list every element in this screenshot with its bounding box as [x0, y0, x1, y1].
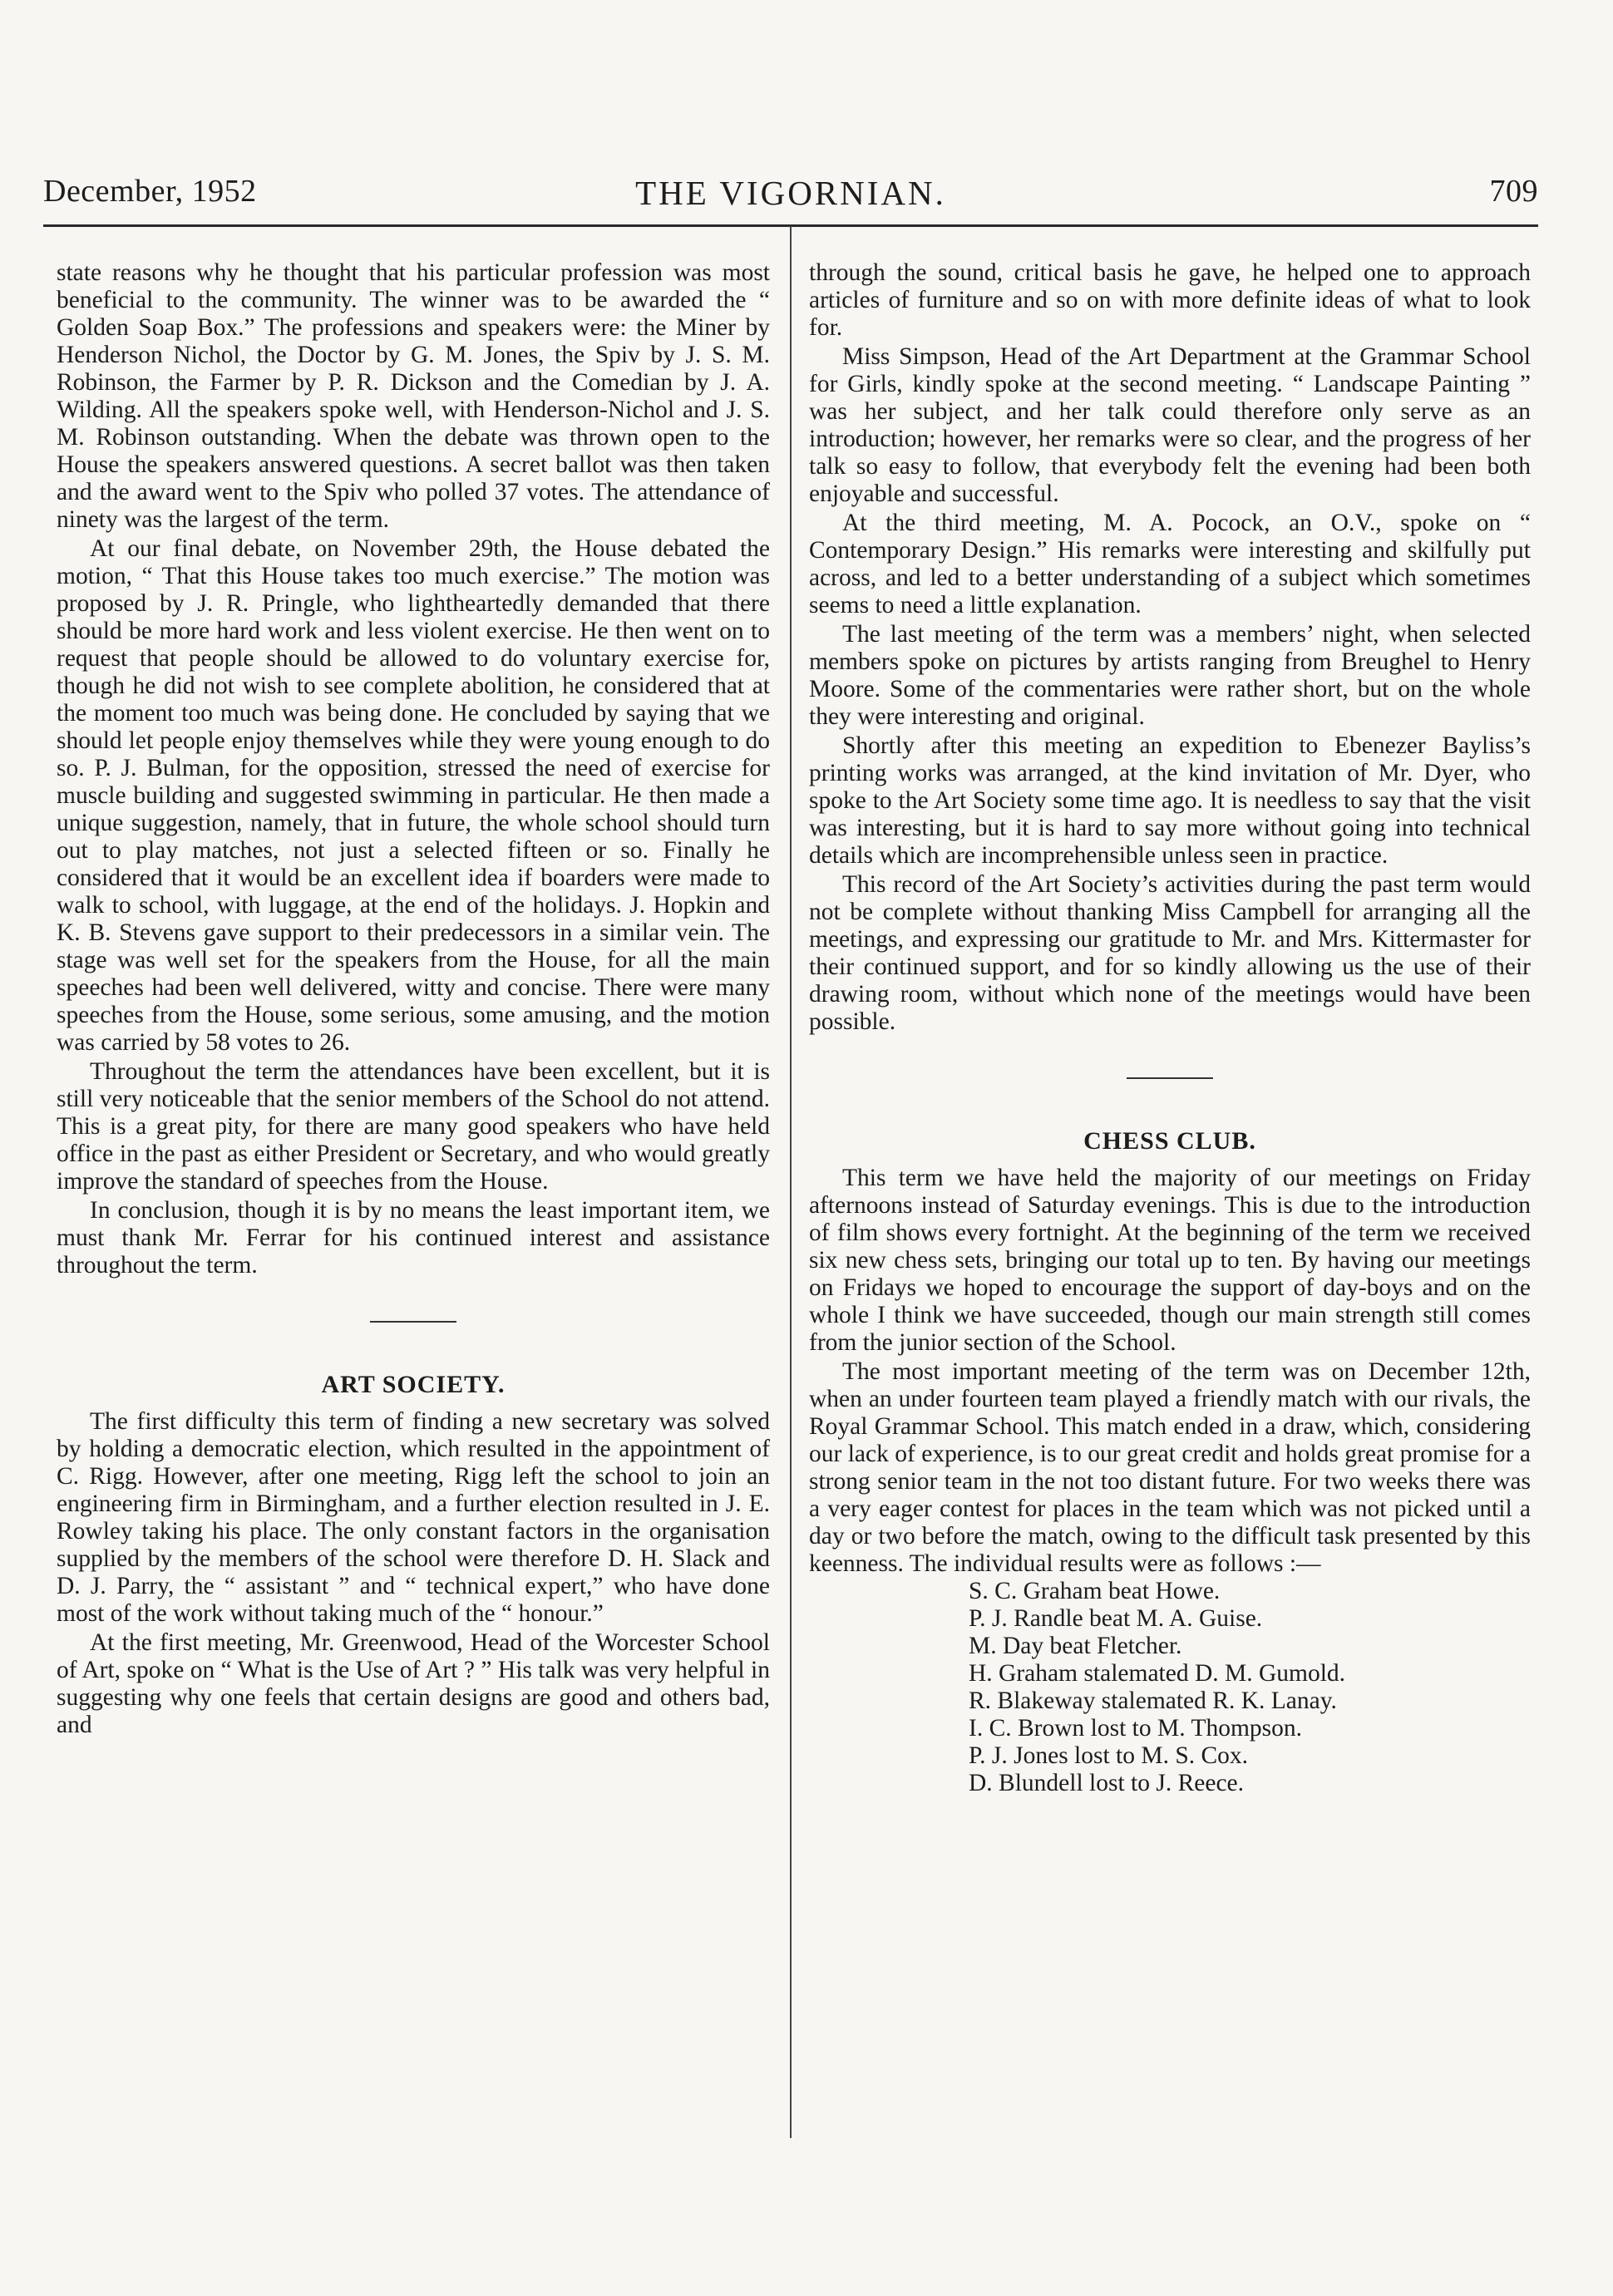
chess-result: I. C. Brown lost to M. Thompson. — [969, 1715, 1303, 1742]
art-society-paragraph: At the first meeting, Mr. Greenwood, Head of the Worcester School of Art, spoke on “ What is the Use of Art ? ” His talk was very helpful in suggesting why one feels that certain designs are good and others bad, and — [57, 1629, 770, 1738]
art-society-paragraph: The first difficulty this term of finding a new secretary was solved by holding a democratic election, which resulted in the appointment of C. Rigg. However, after one meeting, Rigg left the school to join an engineering firm in Birmingham, and a further election resulted in J. E. Rowley taking his place. The only constant factors in the organisation supplied by the members of the school were therefore D. H. Slack and D. J. Parry, the “ assistant ” and “ technical expert,” who have done most of the work without taking much of the “ honour.” — [57, 1408, 770, 1627]
art-society-heading: ART SOCIETY. — [321, 1371, 506, 1398]
chess-result: M. Day beat Fletcher. — [969, 1633, 1182, 1659]
chess-result: D. Blundell lost to J. Reece. — [969, 1770, 1245, 1796]
section-separator — [1127, 1077, 1213, 1079]
right-column — [809, 259, 1531, 1797]
publication-title: THE VIGORNIAN. — [635, 174, 946, 212]
chess-result: S. C. Graham beat Howe. — [969, 1578, 1221, 1604]
chess-result: P. J. Jones lost to M. S. Cox. — [969, 1742, 1249, 1769]
left-column — [57, 259, 770, 1739]
issue-date: December, 1952 — [43, 174, 257, 209]
debate-paragraph: state reasons why he thought that his particular profession was most beneficial to the community. The winner was to be awarded the “ Golden Soap Box.” The professions and speakers were: the Miner by Henderson Nichol, the Doctor by G. M. Jones, the Spiv by J. S. M. Robinson, the Farmer by P. R. Dickson and the Comedian by J. A. Wilding. All the speakers spoke well, with Henderson-Nichol and J. S. M. Robinson outstanding. When the debate was thrown open to the House the speakers answered questions. A secret ballot was then taken and the award went to the Spiv who polled 37 votes. The attendance of ninety was the largest of the term. — [57, 259, 770, 533]
debate-paragraph: Throughout the term the attendances have been excellent, but it is still very noticeable that the senior members of the School do not attend. This is a great pity, for there are many good speakers who have held office in the past as either President or Secretary, and who would greatly improve the standard of speeches from the House. — [57, 1058, 770, 1195]
page-header — [43, 173, 1538, 221]
chess-club-paragraph: This term we have held the majority of our meetings on Friday afternoons instead of Saturday evenings. This is due to the introduction of film shows every fortnight. At the beginning of the term we received six new chess sets, bringing our total up to ten. By having our meetings on Fridays we hoped to encourage the support of day-boys and on the whole I think we have succeeded, though our main strength still comes from the junior section of the School. — [809, 1165, 1531, 1356]
art-society-paragraph: Shortly after this meeting an expedition to Ebenezer Bayliss’s printing works was arranged, at the kind invitation of Mr. Dyer, who spoke to the Art Society some time ago. It is needless to say that the visit was interesting, but it is hard to say more without going into technical details which are incomprehensible unless seen in practice. — [809, 732, 1531, 869]
art-society-paragraph: through the sound, critical basis he gave, he helped one to approach articles of furniture and so on with more definite ideas of what to look for. — [809, 259, 1531, 341]
section-separator — [370, 1321, 456, 1323]
page-number: 709 — [1489, 174, 1538, 209]
art-society-paragraph: The last meeting of the term was a members’ night, when selected members spoke on pictures by artists ranging from Breughel to Henry Moore. Some of the commentaries were rather short, but on the whole they were interesting and original. — [809, 621, 1531, 730]
art-society-paragraph: This record of the Art Society’s activities during the past term would not be complete without thanking Miss Campbell for arranging all the meetings, and expressing our gratitude to Mr. and Mrs. Kittermaster for their continued support, and for so kindly allowing us the use of their drawing room, without which none of the meetings would have been possible. — [809, 871, 1531, 1035]
chess-results-list — [969, 1578, 1531, 1797]
chess-result: R. Blakeway stalemated R. K. Lanay. — [969, 1688, 1337, 1714]
debate-paragraph: At our final debate, on November 29th, the House debated the motion, “ That this House takes too much exercise.” The motion was proposed by J. R. Pringle, who lightheartedly demanded that there should be more hard work and less violent exercise. He then went on to request that people should be allowed to do voluntary exercise for, though he did not wish to see complete abolition, he considered that at the moment too much was being done. He concluded by saying that we should let people enjoy themselves while they were young enough to do so. P. J. Bulman, for the opposition, stressed the need of exercise for muscle building and suggested swimming in particular. He then made a unique suggestion, namely, that in future, the whole school should turn out to play matches, not just a selected fifteen or so. Finally he considered that it would be an excellent idea if boarders were made to walk to school, with luggage, at the end of the holidays. J. Hopkin and K. B. Stevens gave support to their predecessors in a similar vein. The stage was well set for the speakers from the House, for all the main speeches had been well delivered, witty and concise. There were many speeches from the House, some serious, some amusing, and the motion was carried by 58 votes to 26. — [57, 535, 770, 1056]
column-divider — [790, 226, 792, 2138]
art-society-paragraph: Miss Simpson, Head of the Art Department at the Grammar School for Girls, kindly spoke at the second meeting. “ Landscape Painting ” was her subject, and her talk could therefore only serve as an introduction; however, her remarks were so clear, and the progress of her talk so easy to follow, that everybody felt the evening had been both enjoyable and successful. — [809, 343, 1531, 507]
debate-paragraph: In conclusion, though it is by no means the least important item, we must thank Mr. Ferrar for his continued interest and assistance throughout the term. — [57, 1197, 770, 1279]
chess-club-paragraph: The most important meeting of the term was on December 12th, when an under fourteen team played a friendly match with our rivals, the Royal Grammar School. This match ended in a draw, which, considering our lack of experience, is to our great credit and holds great promise for a strong senior team in the not too distant future. For two weeks there was a very eager contest for places in the team which was not picked until a day or two before the match, owing to the difficult task presented by this keenness. The individual results were as follows :— — [809, 1358, 1531, 1577]
chess-club-heading: CHESS CLUB. — [1083, 1127, 1256, 1155]
chess-result: P. J. Randle beat M. A. Guise. — [969, 1605, 1263, 1632]
chess-result: H. Graham stalemated D. M. Gumold. — [969, 1660, 1346, 1687]
art-society-paragraph: At the third meeting, M. A. Pocock, an O.V., spoke on “ Contemporary Design.” His remarks were interesting and skilfully put across, and led to a better understanding of a subject which sometimes seems to need a little explanation. — [809, 510, 1531, 618]
